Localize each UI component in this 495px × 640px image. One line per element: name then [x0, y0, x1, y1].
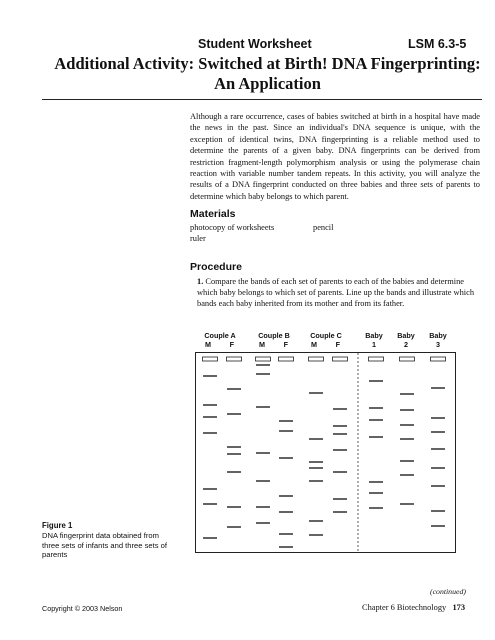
- baby-3-number: 3: [436, 340, 440, 349]
- lane-1-well: [203, 357, 218, 361]
- lane-7-well: [369, 357, 384, 361]
- lane-3-well: [256, 357, 271, 361]
- couple-c-father-label: F: [335, 340, 340, 349]
- baby-3-header: [424, 331, 452, 349]
- couple-b-label: Couple B: [258, 331, 290, 340]
- worksheet-label: Student Worksheet: [198, 37, 312, 51]
- procedure-heading: Procedure: [190, 261, 242, 273]
- title-line-1: Additional Activity: Switched at Birth! DNA Fingerprinting:: [54, 54, 481, 73]
- baby-2-label: Baby: [397, 331, 415, 340]
- continued-note: (continued): [430, 587, 466, 596]
- baby-2-header: [392, 331, 420, 349]
- figure-title: Figure 1: [42, 521, 73, 530]
- procedure-step-1: [197, 276, 480, 310]
- couple-a-header: [197, 331, 243, 349]
- couple-a-label: Couple A: [204, 331, 236, 340]
- step-text: Compare the bands of each set of parents to each of the babies and determine which baby belongs to which set of parents. Line up the bands and illustrate which bands each baby inherited from its mother and from its father.: [197, 277, 475, 309]
- baby-1-number: 1: [372, 340, 376, 349]
- couple-b-mother-label: M: [259, 340, 265, 349]
- couple-a-mother-label: M: [205, 340, 211, 349]
- lane-5-well: [309, 357, 324, 361]
- page-title: [40, 54, 495, 94]
- baby-1-label: Baby: [365, 331, 383, 340]
- page-number: 173: [452, 603, 466, 612]
- couple-c-header: [303, 331, 349, 349]
- title-divider: [42, 99, 482, 100]
- lane-9-well: [431, 357, 446, 361]
- lsm-code: LSM 6.3-5: [408, 37, 467, 51]
- dna-gel: [195, 352, 456, 553]
- couple-c-mother-label: M: [311, 340, 317, 349]
- lane-2-well: [227, 357, 242, 361]
- couple-c-label: Couple C: [310, 331, 342, 340]
- material-item-pencil: pencil: [313, 223, 334, 232]
- lane-6-well: [333, 357, 348, 361]
- footer-page-ref: [362, 603, 465, 612]
- materials-heading: Materials: [190, 208, 236, 220]
- baby-1-header: [360, 331, 388, 349]
- intro-paragraph: Although a rare occurrence, cases of babies switched at birth in a hospital have made the news in the past. Since an individual's DNA sequence is unique, with the exception of identical twins, DNA fingerprinting is a reliable method used to determine the parents of a given baby. DNA fingerprints can be derived from restriction fragment-length polymorphism analysis or using the polymerase chain reaction with variable number tandem repeats. In this activity, you will analyze the results of a DNA fingerprint conducted on three babies and three sets of parents to determine which baby belongs to which parent.: [190, 112, 480, 201]
- baby-2-number: 2: [404, 340, 408, 349]
- copyright: Copyright © 2003 Nelson: [42, 604, 123, 613]
- material-item-ruler: ruler: [190, 234, 206, 243]
- figure-caption: DNA fingerprint data obtained from three sets of infants and three sets of parents: [42, 531, 167, 560]
- couple-b-header: [251, 331, 297, 349]
- material-item-worksheets: photocopy of worksheets: [190, 223, 275, 232]
- couple-b-father-label: F: [283, 340, 288, 349]
- baby-3-label: Baby: [429, 331, 447, 340]
- lane-8-well: [400, 357, 415, 361]
- chapter-label: Chapter 6 Biotechnology: [362, 603, 447, 612]
- step-number: 1.: [197, 277, 204, 286]
- lane-4-well: [279, 357, 294, 361]
- couple-a-father-label: F: [229, 340, 234, 349]
- title-line-2: An Application: [214, 74, 321, 93]
